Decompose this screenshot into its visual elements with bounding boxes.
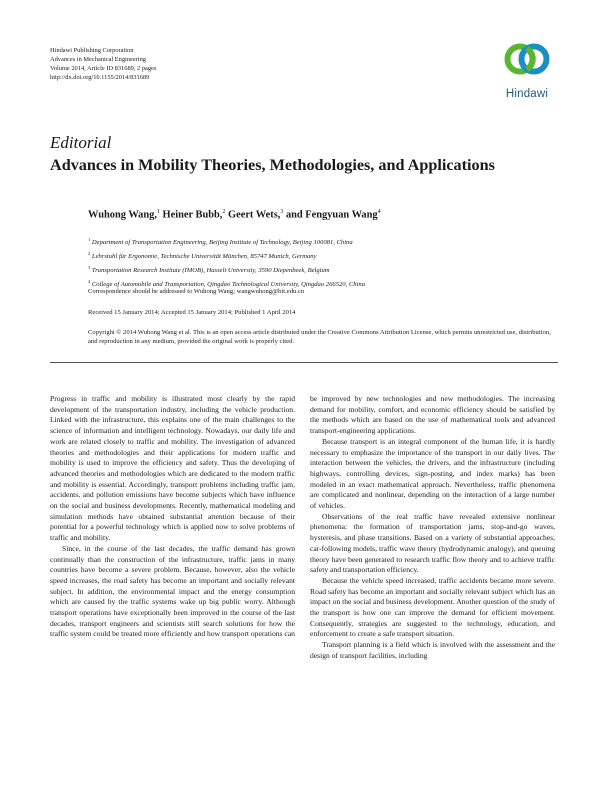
affiliation-text: Transportation Research Institute (IMOB), Hasselt University, 3590 Diepenbeek, Belgium [91, 266, 330, 274]
author-name: Heiner Bubb, [162, 209, 223, 221]
body-paragraph: Progress in traffic and mobility is illustrated most clearly by the rapid development of the transportation industry, including the vehicle production. Linked with the infrastructure, this explains one of the main challenges to the science of information and intelligent technology. Nowadays, our daily life and work are related closely to traffic and mobility. The investigation of advanced theories and methodologies and their applications for modern traffic and mobility is used to improve the efficiency and safety. Thus the developing of advanced theories and methodologies which are dedicated to the modern traffic and mobility is essential. Accordingly, transport problems including traffic jam, accidents, and pollution emissions have become subjects which have influence on the social and business developments. Recently, mathematical modeling and simulation methods have obtained substantial attention because of their potential for a powerful technology which is applied now to solve problems of traffic and mobility. [50, 394, 295, 543]
affiliation-number: 4 [88, 278, 91, 284]
affiliation-number: 2 [88, 250, 91, 256]
journal-header [50, 46, 156, 82]
affiliation-marker: 2 [222, 209, 226, 215]
affiliation-text: College of Automobile and Transportation, Qingdao Technological University, Qingdao 266520, China [91, 280, 365, 288]
affiliation-list [88, 235, 365, 291]
affiliation-item [88, 235, 365, 249]
author-name: Wuhong Wang, [88, 209, 157, 221]
doi-link[interactable]: http://dx.doi.org/10.1155/2014/831689 [50, 74, 150, 81]
body-paragraph: Transport planning is a field which is involved with the assessment and the design of transport facilities, including [310, 640, 555, 660]
body-paragraph: Because the vehicle speed increased, traffic accidents became more severe. Road safety has become an important and socially relevant subject which has an impact on the social and business development. Another question of the study of the transport is how one can improve the demand for efficient movement. Consequently, strategies are suggested to the technology, education, and enforcement to create a safe transport situation. [310, 575, 555, 639]
affiliation-item [88, 263, 365, 277]
article-type: Editorial [50, 133, 112, 152]
affiliation-text: Lehrstuhl für Ergonomie, Technische Universität München, 85747 Munich, Germany [91, 253, 317, 261]
body-column-right [310, 394, 555, 662]
affiliation-number: 3 [88, 264, 91, 270]
body-paragraph: Because transport is an integral component of the human life, it is hardly necessary to emphasize the importance of the transport in our daily lives. The interaction between the vehicles, the drivers, and the infrastructure (including highways, controlling devices, sign-posting, and index marks) has been modeled in an exact mathematical approach. Nevertheless, traffic phenomena are complicated and nonlinear, depending on the interaction of a large number of vehicles. [310, 436, 555, 511]
author-name: and Fengyuan Wang [285, 209, 378, 221]
publication-dates: Received 15 January 2014; Accepted 15 January 2014; Published 1 April 2014 [88, 309, 296, 316]
journal-name: Advances in Mechanical Engineering [50, 56, 146, 63]
body-paragraph: Observations of the real traffic have revealed extensive nonlinear phenomena: the formation of transportation jams, stop-and-go waves, hysteresis, and phase transitions. Based on a variety of substantial approaches, car-following models, traffic wave theory (hydrodynamic analogy), and queuing theory have been generated to research traffic flow theory and to achieve traffic safety and transportation efficiency. [310, 511, 555, 575]
hindawi-logo [496, 40, 558, 106]
section-divider [50, 362, 558, 363]
affiliation-item [88, 249, 365, 263]
affiliation-marker: 1 [156, 209, 160, 215]
hindawi-logo-icon [503, 40, 551, 86]
author-list [88, 209, 381, 220]
publisher-name: Hindawi Publishing Corporation [50, 47, 134, 54]
logo-wordmark: Hindawi [505, 88, 549, 100]
correspondence-note: Correspondence should be addressed to Wuhong Wang; wangwuhong@bit.edu.cn [88, 288, 305, 295]
affiliation-number: 1 [88, 237, 91, 242]
affiliation-text: Department of Transportation Engineering, Beijing Institute of Technology, Beijing 100081, China [91, 239, 353, 247]
author-name: Geert Wets, [228, 209, 281, 221]
copyright-notice: Copyright © 2014 Wuhong Wang et al. This is an open access article distributed under the Creative Commons Attribution License, which permits unrestricted use, distribution, and reproduction in any medium, provided the original work is properly cited. [88, 329, 551, 346]
affiliation-marker: 4 [377, 209, 381, 215]
body-paragraph: be improved by new technologies and new methodologies. The increasing demand for mobility, comfort, and economic efficiency should be satisfied by the methods which are based on the use of mathematical tools and advanced transport-engineering applications. [310, 394, 555, 436]
affiliation-marker: 3 [280, 209, 284, 215]
volume-info: Volume 2014, Article ID 831689, 2 pages [50, 65, 157, 72]
body-paragraph: Since, in the course of the last decades, the traffic demand has grown continually than the construction of the infrastructure, traffic jams in many countries have become a severe problem. Because, however, also the vehicle speed increases, the road safety has become an important and socially relevant subject. In addition, the environmental impact and the energy consumption which are caused by the traffic systems wake up big public worry. Although transport operations have exceptionally been improved in the course of the last decades, transport engineers and scientists still search solutions for how the traffic system could be treated more efficiently and how transport operations can [50, 543, 295, 639]
article-title: Advances in Mobility Theories, Methodologies, and Applications [50, 156, 495, 174]
body-column-left [50, 394, 295, 640]
